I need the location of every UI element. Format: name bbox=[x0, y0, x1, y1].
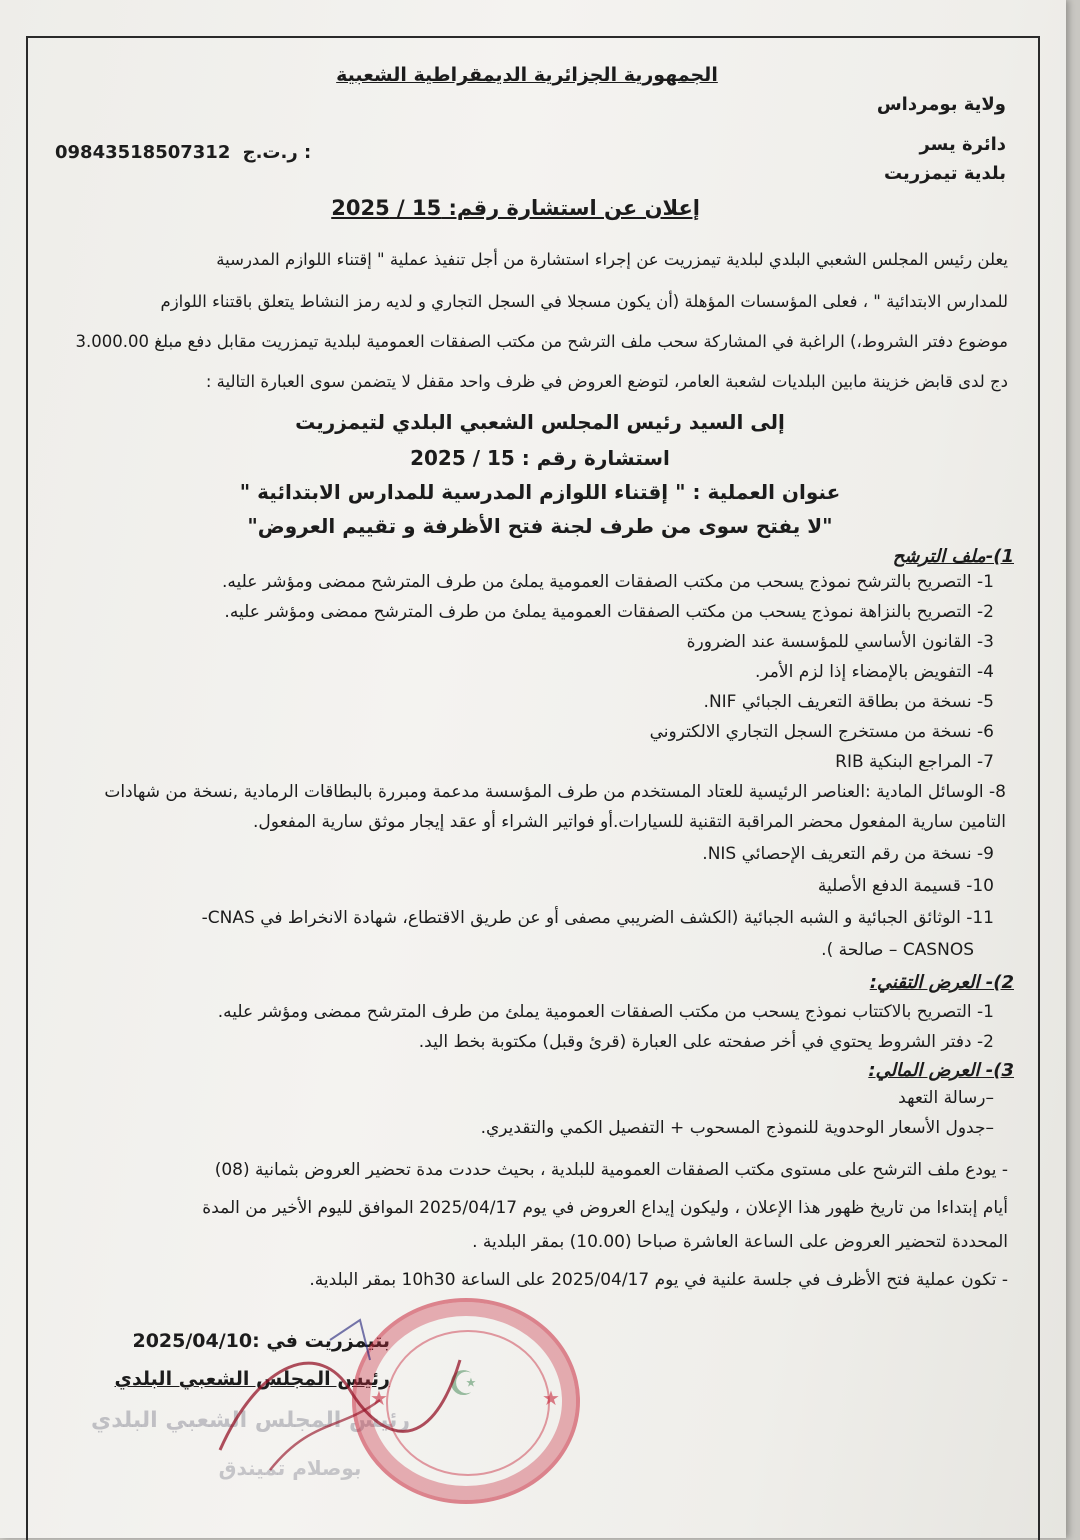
section2-item-2: 2- دفتر الشروط يحتوي في أخر صفحته على العبارة (قرئ وقبل) مكتوبة بخط اليد. bbox=[418, 1032, 994, 1052]
section1-title: 1)-ملف الترشح bbox=[892, 546, 1014, 567]
section2-title: 2)- العرض التقني: bbox=[869, 972, 1014, 993]
section1-item-5: 5- نسخة من بطاقة التعريف الجبائي NIF. bbox=[703, 692, 994, 712]
section1-item-10: 10- قسيمة الدفع الأصلية bbox=[817, 876, 994, 896]
intro-line-1: يعلن رئيس المجلس الشعبي البلدي لبلدية تيمزريت عن إجراء استشارة من أجل تنفيذ عملية " إقتناء اللوازم المدرسية bbox=[216, 250, 1008, 269]
section1-item-1: 1- التصريح بالترشح نموذج يسحب من مكتب الصفقات العمومية يملئ من طرف المترشح ممضى ومؤشر عليه. bbox=[222, 572, 994, 592]
name-stamp-title: رئيس المجلس الشعبي البلدي bbox=[91, 1408, 410, 1433]
section1-item-6: 6- نسخة من مستخرج السجل التجاري الالكتروني bbox=[649, 722, 994, 742]
baladiya-label: بلدية تيمزريت bbox=[884, 163, 1006, 184]
section1-item-9: 9- نسخة من رقم التعريف الإحصائي NIS. bbox=[702, 844, 994, 864]
section1-item-11-cont: CASNOS – صالحة ). bbox=[821, 940, 974, 960]
signature-place-date: بتيمزريت في :2025/04/10 bbox=[132, 1330, 390, 1352]
envelope-consultation: استشارة رقم : 15 / 2025 bbox=[410, 446, 670, 470]
notice-title: إعلان عن استشارة رقم: 15 / 2025 bbox=[331, 196, 700, 220]
rtj-reference bbox=[55, 142, 311, 163]
daira-label: دائرة يسر bbox=[919, 134, 1006, 155]
intro-line-4: دج لدى قابض خزينة مابين البلديات لشعبة العامر، لتوضع العروض في ظرف واحد مقفل لا يتضمن سوى العبارة التالية : bbox=[205, 372, 1008, 391]
rtj-label: ر.ت.ج : bbox=[242, 142, 312, 163]
seal-star-right: ★ bbox=[542, 1386, 560, 1410]
section1-item-11: 11- الوثائق الجبائية و الشبه الجبائية (الكشف الضريبي مصفى أو عن طريق الاقتطاع، شهادة الانخراط في CNAS- bbox=[201, 908, 994, 928]
republic-heading: الجمهورية الجزائرية الديمقراطية الشعبية bbox=[336, 64, 718, 86]
section1-item-8-cont: التامين سارية المفعول محضر المراقبة التقنية للسيارات.أو فواتير الشراء أو عقد إيجار موثق سارية المفعول. bbox=[253, 812, 1006, 832]
envelope-notice: "لا يفتح سوى من طرف لجنة فتح الأظرفة و تقييم العروض" bbox=[247, 514, 833, 538]
section1-item-3: 3- القانون الأساسي للمؤسسة عند الضرورة bbox=[686, 632, 994, 652]
section3-item-2: –جدول الأسعار الوحدوية للنموذج المسحوب + التفصيل الكمي والتقديري. bbox=[480, 1118, 994, 1138]
section1-item-4: 4- التفويض بالإمضاء إذا لزم الأمر. bbox=[755, 662, 994, 682]
name-stamp-name: بوصلام تميندق bbox=[218, 1456, 362, 1480]
deposit-line-2: أيام إبتداءا من تاريخ ظهور هذا الإعلان ، وليكون إيداع العروض في يوم 2025/04/17 الموافق لليوم الأخير من المدة bbox=[202, 1198, 1008, 1218]
envelope-operation: عنوان العملية : " إقتناء اللوازم المدرسية للمدارس الابتدائية " bbox=[239, 480, 841, 504]
deposit-line-3: المحددة لتحضير العروض على الساعة العاشرة صباحا (10.00) بمقر البلدية . bbox=[472, 1232, 1008, 1252]
signature-signer: رئيس المجلس الشعبي البلدي bbox=[114, 1368, 390, 1390]
deposit-line-4: - تكون عملية فتح الأظرف في جلسة علنية في يوم 2025/04/17 على الساعة 10h30 بمقر البلدية. bbox=[309, 1270, 1008, 1290]
rtj-value: 09843518507312 bbox=[55, 142, 231, 163]
handwritten-signature bbox=[200, 1300, 500, 1500]
section1-item-2: 2- التصريح بالنزاهة نموذج يسحب من مكتب الصفقات العمومية يملئ من طرف المترشح ممضى ومؤشر عليه. bbox=[224, 602, 994, 622]
intro-line-2: للمدارس الابتدائية " ، فعلى المؤسسات المؤهلة (أن يكون مسجلا في السجل التجاري و لديه رمز النشاط يتعلق باقتناء اللوازم bbox=[160, 292, 1008, 311]
wilaya-label: ولاية بومرداس bbox=[876, 94, 1006, 115]
section2-item-1: 1- التصريح بالاكتتاب نموذج يسحب من مكتب الصفقات العمومية يملئ من طرف المترشح ممضى ومؤشر عليه. bbox=[217, 1002, 994, 1022]
section3-item-1: –رسالة التعهد bbox=[898, 1088, 994, 1108]
section1-item-7: 7- المراجع البنكية RIB bbox=[835, 752, 994, 772]
deposit-line-1: - يودع ملف الترشح على مستوى مكتب الصفقات العمومية للبلدية ، بحيث حددت مدة تحضير العروض بثمانية (08) bbox=[214, 1160, 1008, 1180]
section3-title: 3)- العرض المالي: bbox=[868, 1060, 1014, 1081]
envelope-recipient: إلى السيد رئيس المجلس الشعبي البلدي لتيمزريت bbox=[295, 410, 785, 434]
seal-star-left: ★ bbox=[370, 1386, 388, 1410]
intro-line-3: موضوع دفتر الشروط،) الراغبة في المشاركة سحب ملف الترشح من مكتب الصفقات العمومية لبلدية تيمزريت مقابل دفع مبلغ 3.000.00 bbox=[75, 332, 1008, 351]
section1-item-8: 8- الوسائل المادية :العناصر الرئيسية للعتاد المستخدم من طرف المؤسسة مدعمة ومبررة بالبطاقات الرمادية ,نسخة من شهادات bbox=[104, 782, 1006, 802]
seal-emblem: ☪ bbox=[448, 1364, 479, 1404]
